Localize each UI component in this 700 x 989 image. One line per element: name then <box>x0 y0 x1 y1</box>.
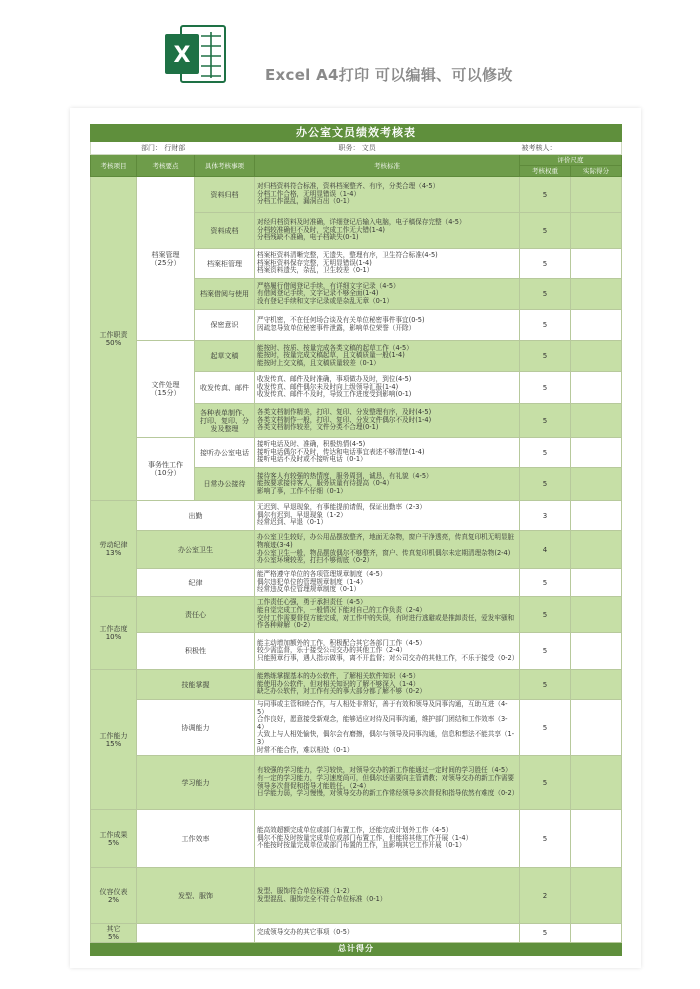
score-cell[interactable] <box>571 213 622 249</box>
score-cell[interactable] <box>571 569 622 597</box>
title-row <box>91 125 622 142</box>
group-labor: 劳动纪律 13% <box>91 501 137 597</box>
criteria-text: 严格履行借阅登记手续，有详细文字记录（4-5） 有借阅登记手续，文字记录不够全面(1-4) 没有登记手续和文字记录或是杂乱无章（0-1） <box>255 279 520 310</box>
weight-cell: 5 <box>520 700 571 756</box>
header-points: 考核要点 <box>137 155 195 177</box>
table-row <box>91 633 622 670</box>
group-ability: 工作能力 15% <box>91 670 137 810</box>
weight-cell: 5 <box>520 249 571 279</box>
criteria-text: 对经归档资料及时准确，详细登记后输入电脑，电子稿保存完整（4-5） 分档较准确但不及时，完成工作无大错(1-4) 分档残缺不准确，电子档缺失(0-1) <box>255 213 520 249</box>
group-docs: 文件处理 （15分） <box>137 341 195 438</box>
item-label: 档案柜管理 <box>195 249 255 279</box>
criteria-text: 严守机密，不在任何场合谈及有关单位秘密事件事宜(0-5) 因疏忽导致单位秘密事件泄露，影响单位荣誉（开除） <box>255 310 520 341</box>
table-row <box>91 670 622 700</box>
item-label: 技能掌握 <box>137 670 255 700</box>
examinee-cell <box>520 142 622 155</box>
sheet-page <box>70 108 641 968</box>
score-cell[interactable] <box>571 310 622 341</box>
item-label: 保密意识 <box>195 310 255 341</box>
score-cell[interactable] <box>571 501 622 531</box>
weight-cell: 5 <box>520 670 571 700</box>
item-label: 协调能力 <box>137 700 255 756</box>
item-label: 责任心 <box>137 597 255 633</box>
score-cell[interactable] <box>571 670 622 700</box>
score-cell[interactable] <box>571 468 622 501</box>
score-cell[interactable] <box>571 249 622 279</box>
item-label: 积极性 <box>137 633 255 670</box>
criteria-text: 完成领导交办的其它事项（0-5） <box>255 924 520 943</box>
table-row <box>91 501 622 531</box>
weight-cell: 5 <box>520 404 571 438</box>
weight-cell: 2 <box>520 868 571 924</box>
weight-cell: 5 <box>520 341 571 372</box>
score-cell[interactable] <box>571 756 622 810</box>
role-label: 职务： <box>338 144 360 152</box>
total-label: 总计得分 <box>91 943 622 956</box>
item-label: 资料归档 <box>195 177 255 213</box>
score-cell[interactable] <box>571 372 622 404</box>
table-row <box>91 700 622 756</box>
table-row <box>91 597 622 633</box>
criteria-text: 与同事或主管和睦合作，与人相处非常好，善于有效和领导及同事沟通，互助互进（4-5） 合作良好，愿意接受新观念，能够适应对待及同事沟通，维护部门团结和工作效率（3-4） 大致上与人相处愉快，偶尔会有磨擦，偶尔与领导及同事沟通，信息和想法不能共享（1-3） 时常不能合作，难以相处（0-1） <box>255 700 520 756</box>
criteria-text: 能熟练掌握基本的办公软件，了解相关软件知识（4-5） 能使用办公软件，但对相关知识的了解不够深入（1-4） 缺乏办公软件，对工作有关的事大部分都了解不够（0-2） <box>255 670 520 700</box>
header-standard: 考核标准 <box>255 155 520 177</box>
weight-cell: 5 <box>520 810 571 868</box>
criteria-text: 能按时、按质、按量完成各类文稿的起草工作（4-5） 能按时，按量完成文稿起草，且文稿质量一般(1-4) 能按时上交文稿，且文稿质量较差（0-1） <box>255 341 520 372</box>
role-cell <box>255 142 520 155</box>
table-row <box>91 438 622 468</box>
header-project: 考核项目 <box>91 155 137 177</box>
item-label: 工作效率 <box>137 810 255 868</box>
score-cell[interactable] <box>571 341 622 372</box>
criteria-text: 接听电话及时、准确，积极热情(4-5) 接听电话偶尔不及时，传达和电话事宜表述不够清楚(1-4) 接听电话不及时或不接听电话（0-1） <box>255 438 520 468</box>
weight-cell: 5 <box>520 177 571 213</box>
item-label: 起草文稿 <box>195 341 255 372</box>
item-label: 资料成档 <box>195 213 255 249</box>
page-header <box>0 0 700 100</box>
weight-cell: 3 <box>520 501 571 531</box>
kpi-table <box>90 124 622 956</box>
item-label: 办公室卫生 <box>137 531 255 569</box>
score-cell[interactable] <box>571 924 622 943</box>
item-label: 日常办公接待 <box>195 468 255 501</box>
group-appearance: 仪容仪表 2% <box>91 868 137 924</box>
table-row <box>91 177 622 213</box>
item-label: 学习能力 <box>137 756 255 810</box>
criteria-text: 能主动增加额外的工作，积极配合其它各部门工作（4-5） 较少需监督，乐于接受公司交办的其他工作（2-4） 只能照章行事，遇人指示做事，离不开监督；对公司交办的其他工作，不乐于接受（0-2） <box>255 633 520 670</box>
weight-cell: 5 <box>520 633 571 670</box>
criteria-text: 办公室卫生较好，办公用品摆放整齐，地面无杂物，窗户干净透亮，传真复印机无明显脏物痕迹(3-4) 办公室卫生一般，物品摆放偶尔不够整齐，窗户、传真复印机偶尔未定期清理杂物(2-4) 办公室环境较差，打扫不够彻底（0-2） <box>255 531 520 569</box>
group-job-duty: 工作职责 50% <box>91 177 137 501</box>
criteria-text: 无迟到、早退现象，有事能提前请假，保证出勤率（2-3） 偶尔有迟到、早退现象（1-2） 经常迟到、早退（0-1） <box>255 501 520 531</box>
item-label: 发型、服饰 <box>137 868 255 924</box>
group-result: 工作成果 5% <box>91 810 137 868</box>
criteria-text: 档案柜资料清晰完整，无遗失，整理有序，卫生符合标准(4-5) 档案柜资料保存完整，无明显错误(1-4) 档案资料遗失，杂乱，卫生较差（0-1） <box>255 249 520 279</box>
examinee-label: 被考核人： <box>521 144 557 152</box>
table-row <box>91 810 622 868</box>
score-cell[interactable] <box>571 633 622 670</box>
table-row <box>91 756 622 810</box>
table-row <box>91 531 622 569</box>
item-label <box>137 924 255 943</box>
score-cell[interactable] <box>571 404 622 438</box>
item-label: 接听办公室电话 <box>195 438 255 468</box>
sheet-content <box>90 124 621 954</box>
weight-cell: 5 <box>520 372 571 404</box>
header-weight: 考核权重 <box>520 166 571 177</box>
score-cell[interactable] <box>571 438 622 468</box>
criteria-text: 发型、服饰符合单位标准（1-2） 发型混乱、服饰完全不符合单位标准（0-1） <box>255 868 520 924</box>
role-value: 文员 <box>361 144 376 152</box>
item-label: 收发传真、邮件 <box>195 372 255 404</box>
table-row <box>91 924 622 943</box>
criteria-text: 有较强的学习能力，学习较快，对领导交办的新工作能通过一定时间的学习胜任（4-5） 有一定的学习能力，学习速度尚可，但偶尔还需要向主管请教；对领导交办的新工作需要领导多次督促和指导才能胜任。（2-4） 日学能力弱，学习慢慢，对领导交办的新工作常经领导多次督促和指导依然有难度（0-2） <box>255 756 520 810</box>
score-cell[interactable] <box>571 868 622 924</box>
item-label: 出勤 <box>137 501 255 531</box>
info-row <box>91 142 622 155</box>
item-label: 档案借阅与使用 <box>195 279 255 310</box>
score-cell[interactable] <box>571 177 622 213</box>
weight-cell: 4 <box>520 531 571 569</box>
score-cell[interactable] <box>571 531 622 569</box>
weight-cell: 5 <box>520 924 571 943</box>
weight-cell: 5 <box>520 597 571 633</box>
table-row <box>91 868 622 924</box>
header-row-1 <box>91 155 622 166</box>
score-cell[interactable] <box>571 700 622 756</box>
table-title: 办公室文员绩效考核表 <box>91 125 622 142</box>
dept-cell <box>91 142 255 155</box>
criteria-text: 各类文档制作精美，打印、复印、分发整理有序，及时(4-5) 各类文档制作一般，打印、复印、分发文件偶尔不及时(1-4) 各类文档制作较差，文件分类不合理(0-1) <box>255 404 520 438</box>
excel-icon-letter: X <box>173 43 191 68</box>
group-other: 其它 5% <box>91 924 137 943</box>
banner-title: Excel A4打印 可以编辑、可以修改 <box>265 66 513 84</box>
weight-cell: 5 <box>520 438 571 468</box>
weight-cell: 5 <box>520 569 571 597</box>
weight-cell: 5 <box>520 310 571 341</box>
header-items: 具体考核事项 <box>195 155 255 177</box>
score-cell[interactable] <box>571 810 622 868</box>
item-label: 纪律 <box>137 569 255 597</box>
group-affairs: 事务性工作 （10分） <box>137 438 195 501</box>
weight-cell: 5 <box>520 213 571 249</box>
total-row <box>91 943 622 956</box>
criteria-text: 收发传真、邮件及时准确，事项做办及时，到位(4-5) 收发传真、邮件偶尔未及时向上级领导汇报(1-4) 收发传真、邮件不及时，导致工作进度受到影响(0-1) <box>255 372 520 404</box>
weight-cell: 5 <box>520 468 571 501</box>
group-attitude: 工作态度 10% <box>91 597 137 670</box>
excel-icon <box>163 22 227 86</box>
score-cell[interactable] <box>571 597 622 633</box>
header-scale: 评价尺度 <box>520 155 622 166</box>
header-score: 实际得分 <box>571 166 622 177</box>
criteria-text: 工作责任心强，勇于承担责任（4-5） 能自觉完成工作，一般情况下能对自己的工作负责（2-4） 交付工作需要督促方能完成，对工作中的失误，有时进行逃避或是推卸责任，爱发牢骚和作各种辩解（0-2） <box>255 597 520 633</box>
weight-cell: 5 <box>520 756 571 810</box>
table-row <box>91 341 622 372</box>
dept-label: 部门： <box>141 144 162 152</box>
criteria-text: 能高效超额完成单位或部门布置工作，还能完成计划外工作（4-5） 偶尔不能及时按量完成单位或部门布置工作，但能将其他工作开展（1-4） 不能按时按量完成单位或部门布置的工作，且影响其它工作开展（0-1） <box>255 810 520 868</box>
criteria-text: 对归档资料符合标准，资料档案整齐、有序，分类合理（4-5） 分档工作合格，无明显错误（1-4） 分档工作混乱，漏洞百出（0-1） <box>255 177 520 213</box>
weight-cell: 5 <box>520 279 571 310</box>
item-label: 各种表单制作、打印、复印、分发及整理 <box>195 404 255 438</box>
score-cell[interactable] <box>571 279 622 310</box>
table-row <box>91 569 622 597</box>
dept-value: 行财部 <box>164 144 186 152</box>
criteria-text: 能严格遵守单位的各项管理规章制度（4-5） 偶尔违犯单位的管理规章制度（1-4） 经常违反单位管理规章制度（0-1） <box>255 569 520 597</box>
criteria-text: 接待客人有较强的热情度，服务周到，诚恳，有礼貌（4-5） 能按要求接待客人，服务质量有待提高（0-4） 影响了事，工作不仔细（0-1） <box>255 468 520 501</box>
group-archive: 档案管理 （25分） <box>137 177 195 341</box>
